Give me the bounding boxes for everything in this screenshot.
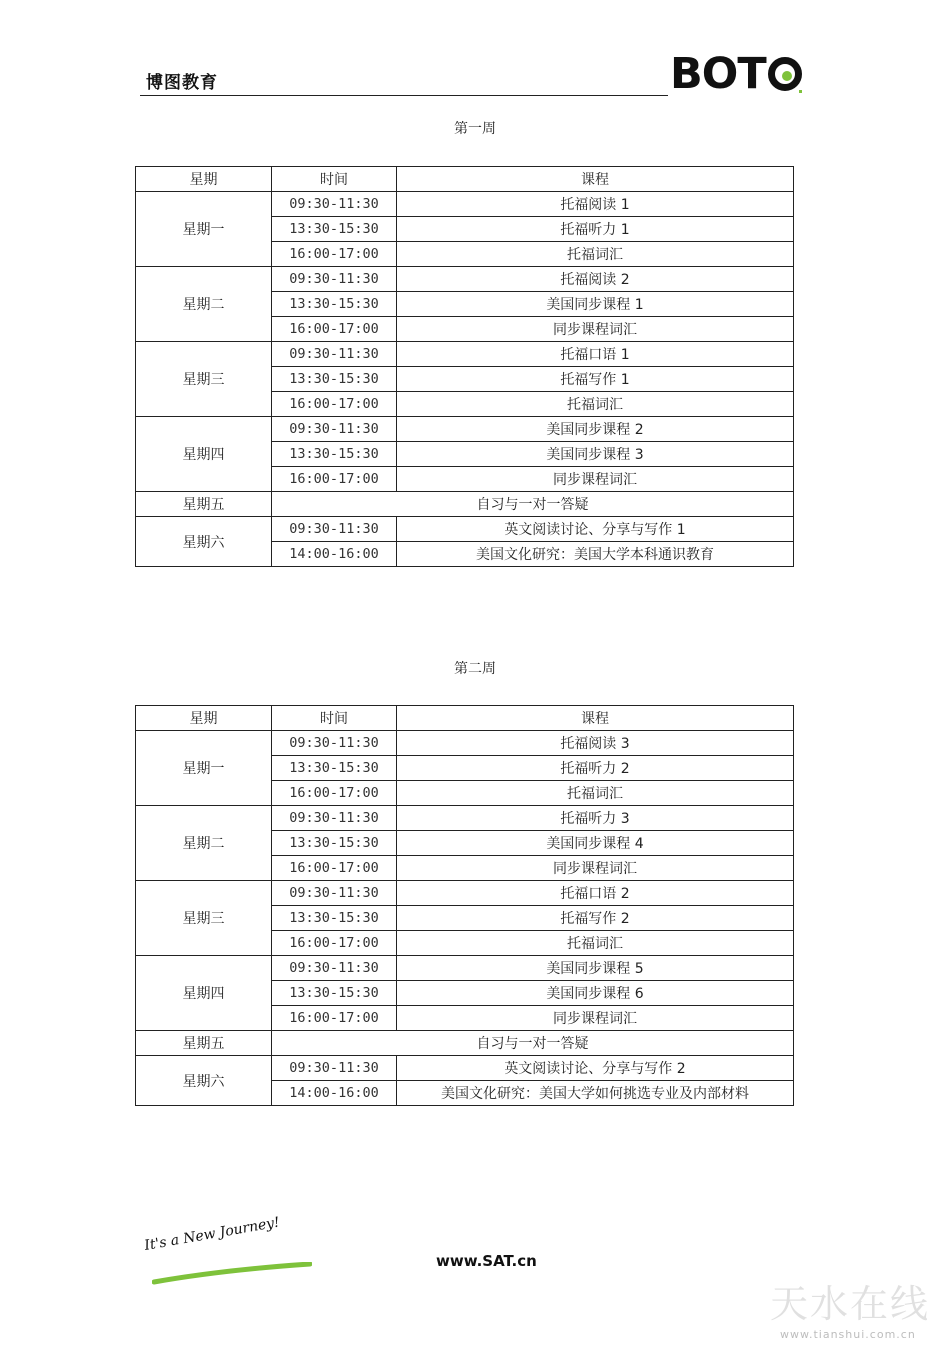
column-header-course: 课程 xyxy=(397,167,794,192)
table-row xyxy=(136,342,794,367)
day-cell: 星期四 xyxy=(136,956,272,1031)
time-cell: 09:30-11:30 xyxy=(272,1056,397,1081)
day-cell: 星期四 xyxy=(136,417,272,492)
week-2-title: 第二周 xyxy=(454,661,496,677)
table-row xyxy=(136,1031,794,1056)
course-cell: 托福口语 1 xyxy=(397,342,794,367)
week-1-title: 第一周 xyxy=(454,121,496,137)
time-cell: 13:30-15:30 xyxy=(272,981,397,1006)
course-cell: 同步课程词汇 xyxy=(397,856,794,881)
course-cell: 托福阅读 3 xyxy=(397,731,794,756)
course-cell: 英文阅读讨论、分享与写作 1 xyxy=(397,517,794,542)
course-cell: 托福词汇 xyxy=(397,781,794,806)
time-cell: 16:00-17:00 xyxy=(272,781,397,806)
course-cell: 托福阅读 2 xyxy=(397,267,794,292)
column-header-time: 时间 xyxy=(272,706,397,731)
time-cell: 13:30-15:30 xyxy=(272,756,397,781)
time-cell: 09:30-11:30 xyxy=(272,806,397,831)
course-cell: 托福阅读 1 xyxy=(397,192,794,217)
course-cell: 美国同步课程 3 xyxy=(397,442,794,467)
time-cell: 09:30-11:30 xyxy=(272,417,397,442)
day-cell: 星期五 xyxy=(136,1031,272,1056)
course-cell: 英文阅读讨论、分享与写作 2 xyxy=(397,1056,794,1081)
table-row xyxy=(136,806,794,831)
footer-swoosh-icon xyxy=(152,1262,312,1286)
time-cell: 09:30-11:30 xyxy=(272,881,397,906)
course-cell: 托福写作 2 xyxy=(397,906,794,931)
watermark-url: www.tianshui.com.cn xyxy=(780,1328,916,1341)
course-cell: 托福听力 3 xyxy=(397,806,794,831)
table-row xyxy=(136,417,794,442)
table-row xyxy=(136,492,794,517)
course-cell: 托福听力 2 xyxy=(397,756,794,781)
time-cell: 13:30-15:30 xyxy=(272,906,397,931)
day-cell: 星期一 xyxy=(136,731,272,806)
footer-slogan: It's a New Journey! xyxy=(143,1214,281,1254)
course-cell: 美国同步课程 6 xyxy=(397,981,794,1006)
week-1-schedule-table xyxy=(135,166,794,567)
header-brand: 博图教育 xyxy=(146,73,218,93)
time-cell: 09:30-11:30 xyxy=(272,342,397,367)
table-row xyxy=(136,192,794,217)
table-row xyxy=(136,267,794,292)
course-cell: 托福口语 2 xyxy=(397,881,794,906)
day-cell: 星期六 xyxy=(136,1056,272,1106)
time-cell: 09:30-11:30 xyxy=(272,517,397,542)
table-row xyxy=(136,517,794,542)
time-cell: 13:30-15:30 xyxy=(272,367,397,392)
course-cell: 美国文化研究：美国大学如何挑选专业及内部材料 xyxy=(397,1081,794,1106)
merged-course-cell: 自习与一对一答疑 xyxy=(272,492,794,517)
column-header-course: 课程 xyxy=(397,706,794,731)
day-cell: 星期三 xyxy=(136,342,272,417)
time-cell: 09:30-11:30 xyxy=(272,192,397,217)
time-cell: 13:30-15:30 xyxy=(272,442,397,467)
header-rule xyxy=(140,95,668,96)
day-cell: 星期六 xyxy=(136,517,272,567)
time-cell: 09:30-11:30 xyxy=(272,731,397,756)
time-cell: 13:30-15:30 xyxy=(272,292,397,317)
time-cell: 16:00-17:00 xyxy=(272,242,397,267)
course-cell: 托福词汇 xyxy=(397,242,794,267)
day-cell: 星期二 xyxy=(136,806,272,881)
course-cell: 托福词汇 xyxy=(397,931,794,956)
time-cell: 16:00-17:00 xyxy=(272,856,397,881)
course-cell: 美国同步课程 4 xyxy=(397,831,794,856)
column-header-time: 时间 xyxy=(272,167,397,192)
course-cell: 美国文化研究：美国大学本科通识教育 xyxy=(397,542,794,567)
time-cell: 09:30-11:30 xyxy=(272,956,397,981)
time-cell: 14:00-16:00 xyxy=(272,1081,397,1106)
week-2-schedule-table xyxy=(135,705,794,1106)
merged-course-cell: 自习与一对一答疑 xyxy=(272,1031,794,1056)
time-cell: 16:00-17:00 xyxy=(272,467,397,492)
table-row xyxy=(136,1056,794,1081)
table-row xyxy=(136,956,794,981)
course-cell: 美国同步课程 2 xyxy=(397,417,794,442)
course-cell: 同步课程词汇 xyxy=(397,1006,794,1031)
day-cell: 星期三 xyxy=(136,881,272,956)
course-cell: 托福听力 1 xyxy=(397,217,794,242)
time-cell: 16:00-17:00 xyxy=(272,1006,397,1031)
time-cell: 09:30-11:30 xyxy=(272,267,397,292)
course-cell: 托福写作 1 xyxy=(397,367,794,392)
logo-dot xyxy=(799,90,802,93)
day-cell: 星期二 xyxy=(136,267,272,342)
course-cell: 同步课程词汇 xyxy=(397,317,794,342)
column-header-day: 星期 xyxy=(136,706,272,731)
table-row xyxy=(136,881,794,906)
course-cell: 美国同步课程 1 xyxy=(397,292,794,317)
time-cell: 13:30-15:30 xyxy=(272,831,397,856)
time-cell: 16:00-17:00 xyxy=(272,317,397,342)
logo-text: BOT xyxy=(670,49,766,99)
day-cell: 星期一 xyxy=(136,192,272,267)
day-cell: 星期五 xyxy=(136,492,272,517)
table-header-row xyxy=(136,167,794,192)
boto-logo xyxy=(670,50,802,98)
footer-url[interactable]: www.SAT.cn xyxy=(436,1252,537,1270)
table-header-row xyxy=(136,706,794,731)
watermark-text: 天水在线 xyxy=(770,1282,931,1326)
logo-eye-icon xyxy=(768,57,802,91)
time-cell: 16:00-17:00 xyxy=(272,392,397,417)
course-cell: 同步课程词汇 xyxy=(397,467,794,492)
table-row xyxy=(136,731,794,756)
time-cell: 14:00-16:00 xyxy=(272,542,397,567)
column-header-day: 星期 xyxy=(136,167,272,192)
time-cell: 13:30-15:30 xyxy=(272,217,397,242)
course-cell: 美国同步课程 5 xyxy=(397,956,794,981)
course-cell: 托福词汇 xyxy=(397,392,794,417)
time-cell: 16:00-17:00 xyxy=(272,931,397,956)
